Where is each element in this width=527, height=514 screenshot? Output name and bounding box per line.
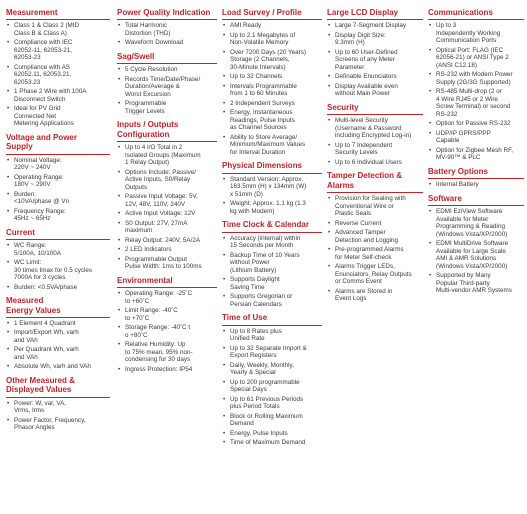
spec-item: • Internal Battery	[428, 181, 524, 189]
spec-item: • Ideal for PV Grid Connected Net Metering Applications	[6, 105, 110, 128]
spec-item: • Time of Maximum Demand	[222, 439, 322, 447]
spec-item: • Reverse Current	[327, 220, 423, 228]
spec-item: • Display Available even without Main Power	[327, 83, 423, 98]
spec-item: • RS-485 Multi-drop (2 or 4 Wire RJ45 or 2 Wire Screw Terminal) or second RS-232	[428, 88, 524, 118]
section-title: Inputs / Outputs Configuration	[117, 120, 217, 142]
spec-item: • Up to 3 Independently Working Communication Ports	[428, 22, 524, 45]
section-title: Software	[428, 194, 524, 206]
spec-item: • Standard Version: Approx. 163.5mm (H) x 134mm (W) x 51mm (D)	[222, 176, 322, 199]
spec-item: • AMI Ready	[222, 22, 322, 30]
spec-list	[6, 157, 110, 223]
spec-item: • 1 Element 4 Quadrant	[6, 320, 110, 328]
spec-item: • Burden: <0.5VA/phase	[6, 284, 110, 292]
section-measurement	[6, 8, 110, 128]
spec-list	[222, 235, 322, 309]
spec-item: • Up to 60 User-Defined Screens of any Meter Parameter	[327, 49, 423, 72]
section-title: Tamper Detection & Alarms	[327, 171, 423, 193]
spec-item: • Option for Passive RS-232	[428, 120, 524, 128]
spec-list	[327, 117, 423, 166]
spec-list	[117, 22, 217, 47]
spec-item: • Intervals Programmable from 1 to 60 Minutes	[222, 83, 322, 98]
spec-item: • UDP/IP GPRS/PPP Capable	[428, 130, 524, 145]
spec-list	[428, 22, 524, 162]
spec-item: • Pre-programmed Alarms for Meter Self-check	[327, 246, 423, 261]
section-title: Load Survey / Profile	[222, 8, 322, 20]
section-time-of-use	[222, 313, 322, 446]
spec-item: • Active Input Voltage: 12V	[117, 210, 217, 218]
spec-list	[6, 242, 110, 291]
spec-item: • Definable Enunciators	[327, 73, 423, 81]
section-title: Measured Energy Values	[6, 296, 110, 318]
section-time-clock-calendar	[222, 220, 322, 308]
column-2	[117, 8, 217, 378]
section-title: Other Measured & Displayed Values	[6, 376, 110, 398]
spec-item: • Alarms are Stored in Event Logs	[327, 288, 423, 303]
spec-item: • Up to 4 I/O Total in 2 Isolated Groups (Maximum 1 Relay Output)	[117, 144, 217, 167]
spec-item: • Up to 7 Independent Security Levels	[327, 142, 423, 157]
spec-item: • Weight: Approx. 1.1 kg (1.3 kg with Modem)	[222, 200, 322, 215]
spec-item: • Provision for Sealing with Conventional Wire or Plastic Seals	[327, 195, 423, 218]
section-title: Measurement	[6, 8, 110, 20]
spec-item: • Programmable Output Pulse Width: 1ms to 100ms	[117, 256, 217, 271]
spec-item: • Burden: <10VA/phase @ Vn	[6, 191, 110, 206]
spec-list	[6, 22, 110, 128]
spec-item: • Storage Range: -40˚C t o +80˚C	[117, 324, 217, 339]
spec-item: • Supported by Many Popular Third-party Multi-vendor AMR Systems	[428, 272, 524, 295]
spec-item: • Option for Zigbee Mesh RF, MV-90™ & PLC	[428, 147, 524, 162]
spec-item: • Over 7200 Days (20 Years) Storage (2 Channels, 30-Minute Intervals)	[222, 49, 322, 72]
spec-item: • Options Include: Passive/ Active Inputs, S0/Relay Outputs	[117, 169, 217, 192]
spec-list	[327, 22, 423, 98]
spec-item: • 2 LED Indicators	[117, 246, 217, 254]
spec-item: • Advanced Tamper Detection and Logging	[327, 229, 423, 244]
spec-item: • Up to 2.1 Megabytes of Non-Volatile Memory	[222, 32, 322, 47]
spec-list	[6, 400, 110, 432]
spec-list	[222, 176, 322, 216]
spec-item: • Relative Humidity: Up to 75% mean, 95% non- condensing for 30 days	[117, 341, 217, 364]
section-security	[327, 103, 423, 166]
spec-list	[222, 328, 322, 447]
spec-item: • Programmable Trigger Levels	[117, 100, 217, 115]
section-title: Environmental	[117, 276, 217, 288]
spec-item: • Alarms Trigger LEDs, Enunciators, Relay Outputs or Comms Event	[327, 263, 423, 286]
section-title: Security	[327, 103, 423, 115]
spec-item: • 2 Independent Surveys	[222, 100, 322, 108]
spec-item: • 1 Phase 2 Wire with 100A Disconnect Switch	[6, 88, 110, 103]
section-inputs-outputs-configuration	[117, 120, 217, 270]
section-title: Sag/Swell	[117, 52, 217, 64]
spec-item: • Compliance with IEC 62052-11, 62053-21, 62053-23	[6, 39, 110, 62]
spec-list	[117, 144, 217, 271]
spec-item: • Nominal Voltage: 220V ~ 240V	[6, 157, 110, 172]
spec-item: • Up to 32 Separate Import & Export Registers	[222, 345, 322, 360]
spec-item: • Operating Range: 180V ~ 290V	[6, 174, 110, 189]
section-title: Large LCD Display	[327, 8, 423, 20]
spec-item: • 5 Cycle Resolution	[117, 66, 217, 74]
column-5	[428, 8, 524, 300]
spec-item: • Up to 61 Previous Periods plus Period Totals	[222, 396, 322, 411]
spec-list	[117, 66, 217, 115]
column-1	[6, 8, 110, 437]
section-tamper-detection-alarms	[327, 171, 423, 302]
spec-item: • S0 Output: 27V, 27mA maximum	[117, 220, 217, 235]
section-title: Battery Options	[428, 167, 524, 179]
spec-item: • RS-232 with Modem Power Supply (2G/3G Supported)	[428, 71, 524, 86]
spec-item: • Power: W, var, VA, Vrms, Irms	[6, 400, 110, 415]
spec-item: • Power Factor, Frequency, Phasor Angles	[6, 417, 110, 432]
spec-item: • Total Harmonic Distortion (THD)	[117, 22, 217, 37]
section-physical-dimensions	[222, 161, 322, 215]
section-title: Voltage and Power Supply	[6, 133, 110, 155]
section-large-lcd-display	[327, 8, 423, 98]
spec-item: • Relay Output: 240V, 5A/2A	[117, 237, 217, 245]
spec-item: • Energy, Instantaneous Readings, Pulse Inputs as Channel Sources	[222, 109, 322, 132]
section-communications	[428, 8, 524, 162]
spec-list	[222, 22, 322, 156]
section-current	[6, 228, 110, 291]
spec-item: • Up to 32 Channels	[222, 73, 322, 81]
spec-item: • Multi-level Security (Username & Password including Encrypted Log-in)	[327, 117, 423, 140]
spec-list	[117, 290, 217, 373]
spec-item: • EDMI MultiDrive Software Available for Large Scale AMI & AMR Solutions (Windows Vista/XP/2000)	[428, 240, 524, 270]
spec-item: • Import/Export Wh, varh and VAh	[6, 329, 110, 344]
spec-item: • Compliance with AS 62052.11, 62053.21, 62053.23	[6, 64, 110, 87]
section-sag-swell	[117, 52, 217, 115]
spec-list	[6, 320, 110, 371]
spec-item: • Limit Range: -40˚C to +70˚C	[117, 307, 217, 322]
spec-item: • Up to 200 programmable Special Days	[222, 379, 322, 394]
section-title: Current	[6, 228, 110, 240]
spec-item: • Supports Daylight Saving Time	[222, 276, 322, 291]
section-title: Physical Dimensions	[222, 161, 322, 173]
spec-item: • WC Limit: 30 times Imax for 0.5 cycles 7000A for 3 cycles	[6, 259, 110, 282]
spec-item: • Block or Rolling Maximum Demand	[222, 413, 322, 428]
spec-item: • Waveform Download	[117, 39, 217, 47]
spec-item: • Energy, Pulse Inputs	[222, 430, 322, 438]
spec-item: • Frequency Range: 45Hz ~ 65Hz	[6, 208, 110, 223]
spec-item: • Backup Time of 10 Years without Power (Lithium Battery)	[222, 252, 322, 275]
section-battery-options	[428, 167, 524, 189]
section-software	[428, 194, 524, 295]
section-other-measured-displayed-values	[6, 376, 110, 432]
spec-list	[428, 181, 524, 189]
spec-item: • Operating Range: -25˚C to +60˚C	[117, 290, 217, 305]
section-title: Time of Use	[222, 313, 322, 325]
column-4	[327, 8, 423, 308]
spec-item: • Accuracy (internal) within 15 Seconds per Month	[222, 235, 322, 250]
section-load-survey-profile	[222, 8, 322, 156]
section-title: Communications	[428, 8, 524, 20]
spec-item: • Supports Gregorian or Persian Calendars	[222, 293, 322, 308]
spec-item: • Up to 6 Individual Users	[327, 159, 423, 167]
spec-item: • Optical Port: FLAG (IEC 62056-21) or ANSI Type 2 (ANSI C12.18)	[428, 47, 524, 70]
spec-item: • Large 7-Segment Display	[327, 22, 423, 30]
column-3	[222, 8, 322, 452]
spec-item: • Display Digit Size: 9.3mm (H)	[327, 32, 423, 47]
section-power-quality-indication	[117, 8, 217, 47]
spec-item: • Ability to Store Average/ Minimum/Maximum Values for Interval Duration	[222, 134, 322, 157]
section-measured-energy-values	[6, 296, 110, 371]
section-voltage-and-power-supply	[6, 133, 110, 223]
spec-item: • Daily, Weekly, Monthly, Yearly & Special	[222, 362, 322, 377]
spec-list	[428, 208, 524, 295]
spec-item: • Per Quadrant Wh, varh and VAh	[6, 346, 110, 361]
section-environmental	[117, 276, 217, 373]
spec-item: • Absolute Wh, varh and VAh	[6, 363, 110, 371]
section-title: Power Quality Indication	[117, 8, 217, 20]
spec-item: • WC Range: 5/100A, 10/100A	[6, 242, 110, 257]
spec-item: • Records Time/Date/Phase/ Duration/Average & Worst Excursion	[117, 76, 217, 99]
spec-item: • Passive Input Voltage: 5V, 12V, 48V, 110V, 240V	[117, 193, 217, 208]
spec-item: • EDMI EziView Software Available for Meter Programming & Reading (Windows Vista/XP/2000)	[428, 208, 524, 238]
spec-item: • Class 1 & Class 2 (MID Class B & Class A)	[6, 22, 110, 37]
spec-item: • Up to 8 Rates plus Unified Rate	[222, 328, 322, 343]
spec-item: • Ingress Protection: IP54	[117, 366, 217, 374]
section-title: Time Clock & Calendar	[222, 220, 322, 232]
spec-list	[327, 195, 423, 303]
